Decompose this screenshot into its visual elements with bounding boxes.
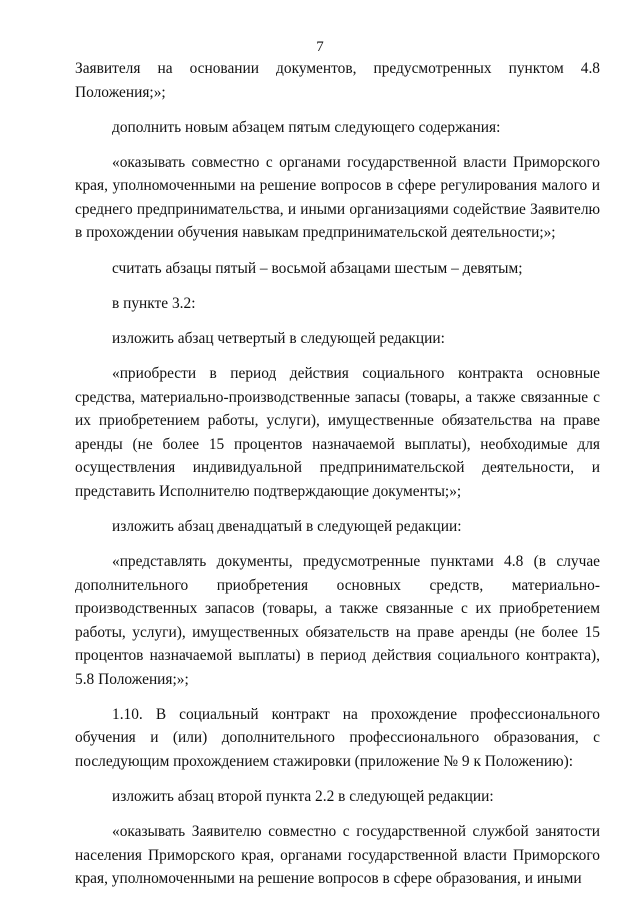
paragraph: в пункте 3.2: [112, 294, 196, 312]
paragraph: изложить абзац второй пункта 2.2 в следующей редакции: [112, 788, 494, 806]
paragraph: изложить абзац четвертый в следующей редакции: [112, 329, 445, 347]
page-number: 7 [316, 39, 324, 55]
paragraph: Заявителя на основании документов, предусмотренных пунктом 4.8 Положения;»; [75, 60, 600, 101]
paragraph: дополнить новым абзацем пятым следующего содержания: [112, 118, 501, 136]
paragraph: «представлять документы, предусмотренные пунктами 4.8 (в случае дополнительного приобретения основных средств, материально-производственных запасов (товары, а также связанные с их приобретением работы, услуги), имущественных обязательств на праве аренды (не более 15 процентов назначаемой выплаты) в период действия социального контракта), 5.8 Положения;»; [75, 553, 600, 688]
paragraph: 1.10. В социальный контракт на прохождение профессионального обучения и (или) дополнительного профессионального образования, с последующим прохождением стажировки (приложение № 9 к Положению): [75, 705, 600, 771]
paragraph: «оказывать Заявителю совместно с государственной службой занятости населения Приморского края, органами государственной власти Приморского края, уполномоченными на решение вопросов в сфере образования, и иными [75, 823, 600, 888]
paragraph: «оказывать совместно с органами государственной власти Приморского края, уполномоченными на решение вопросов в сфере регулирования малого и среднего предпринимательства, и иными организациями содействие Заявителю в прохождении обучения навыкам предпринимательской деятельности;»; [75, 153, 600, 242]
paragraph: «приобрести в период действия социального контракта основные средства, материально-производственные запасы (товары, а также связанные с их приобретением работы, услуги), имущественные обязательства на праве аренды (не более 15 процентов назначаемой выплаты), необходимые для осуществления индивидуальной предпринимательской деятельности, и представить Исполнителю подтверждающие документы;»; [75, 365, 600, 500]
paragraph: изложить абзац двенадцатый в следующей редакции: [112, 517, 462, 535]
paragraph: считать абзацы пятый – восьмой абзацами шестым – девятым; [112, 259, 523, 277]
document-body [75, 57, 600, 903]
